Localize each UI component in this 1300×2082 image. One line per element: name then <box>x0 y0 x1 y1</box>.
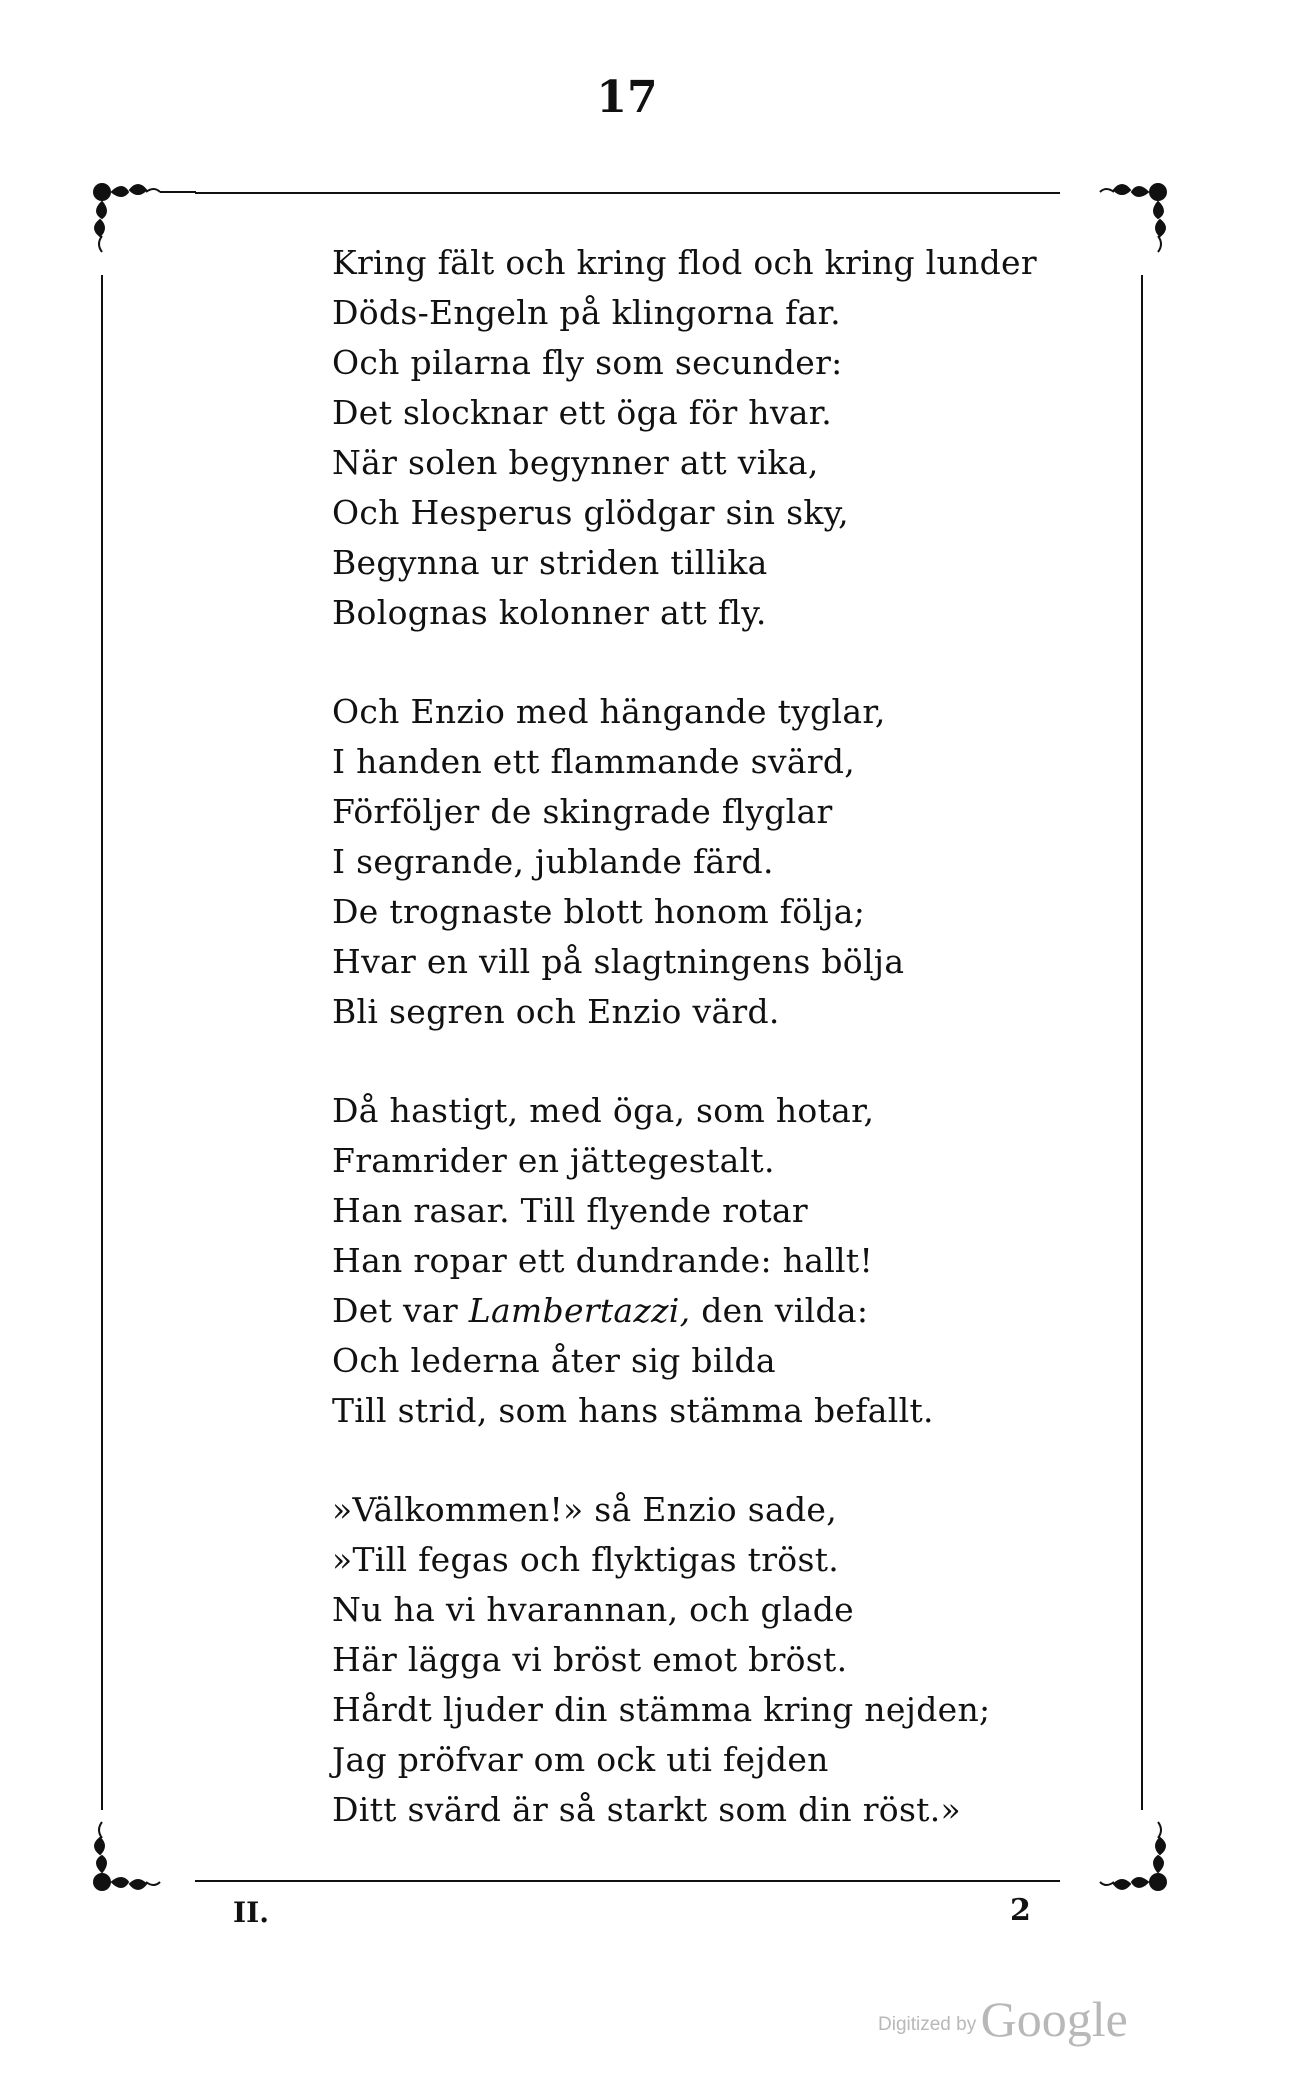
poem-line: Hvar en vill på slagtningens bölja <box>332 942 905 981</box>
stanza-1 <box>332 238 1122 638</box>
signature-mark: II. <box>233 1896 269 1929</box>
frame-right-rule <box>1141 275 1143 1810</box>
poem-line: »Välkommen!» så Enzio sade, <box>332 1490 837 1529</box>
poem-line: Det var Lambertazzi, den vilda: <box>332 1291 869 1330</box>
poem-line: Och Enzio med hängande tyglar, <box>332 692 886 731</box>
poem-line: Ditt svärd är så starkt som din röst.» <box>332 1790 962 1829</box>
poem-line: I segrande, jublande färd. <box>332 842 774 881</box>
poem-line: »Till fegas och flyktigas tröst. <box>332 1540 840 1579</box>
stanza-4 <box>332 1485 1122 1835</box>
poem-line: Till strid, som hans stämma befallt. <box>332 1391 934 1430</box>
page-number: 17 <box>596 72 658 123</box>
poem-body <box>332 238 1122 1884</box>
poem-line: Han ropar ett dundrande: hallt! <box>332 1241 874 1280</box>
poem-line: När solen begynner att vika, <box>332 443 819 482</box>
watermark-brand: Google <box>980 1991 1128 2047</box>
frame-top-rule <box>195 192 1060 194</box>
poem-line: Här lägga vi bröst emot bröst. <box>332 1640 848 1679</box>
digitized-watermark <box>878 1990 1128 2048</box>
watermark-prefix: Digitized by <box>878 2014 977 2035</box>
poem-line: Kring fält och kring flod och kring lunder <box>332 243 1037 282</box>
poem-line: Och Hesperus glödgar sin sky, <box>332 493 849 532</box>
poem-line: Förföljer de skingrade flyglar <box>332 792 833 831</box>
poem-line: Hårdt ljuder din stämma kring nejden; <box>332 1690 991 1729</box>
poem-line: Det slocknar ett öga för hvar. <box>332 393 833 432</box>
poem-line: Och pilarna fly som secunder: <box>332 343 843 382</box>
italic-name: Lambertazzi, <box>468 1291 691 1330</box>
poem-line: Begynna ur striden tillika <box>332 543 768 582</box>
stanza-2 <box>332 687 1122 1037</box>
poem-line: Nu ha vi hvarannan, och glade <box>332 1590 854 1629</box>
floral-corner-icon <box>88 1782 208 1902</box>
frame-left-rule <box>101 275 103 1810</box>
poem-line: Bli segren och Enzio värd. <box>332 992 780 1031</box>
poem-line: Då hastigt, med öga, som hotar, <box>332 1091 875 1130</box>
floral-corner-icon <box>88 172 208 292</box>
poem-line: Jag pröfvar om ock uti fejden <box>332 1740 829 1779</box>
poem-line: Och lederna åter sig bilda <box>332 1341 776 1380</box>
signature-number: 2 <box>1010 1893 1031 1928</box>
poem-line: De trognaste blott honom följa; <box>332 892 866 931</box>
poem-line: Han rasar. Till flyende rotar <box>332 1191 808 1230</box>
poem-line: I handen ett flammande svärd, <box>332 742 856 781</box>
poem-line: Döds-Engeln på klingorna far. <box>332 293 841 332</box>
poem-line: Framrider en jättegestalt. <box>332 1141 775 1180</box>
stanza-3 <box>332 1086 1122 1436</box>
poem-line: Bolognas kolonner att fly. <box>332 593 767 632</box>
